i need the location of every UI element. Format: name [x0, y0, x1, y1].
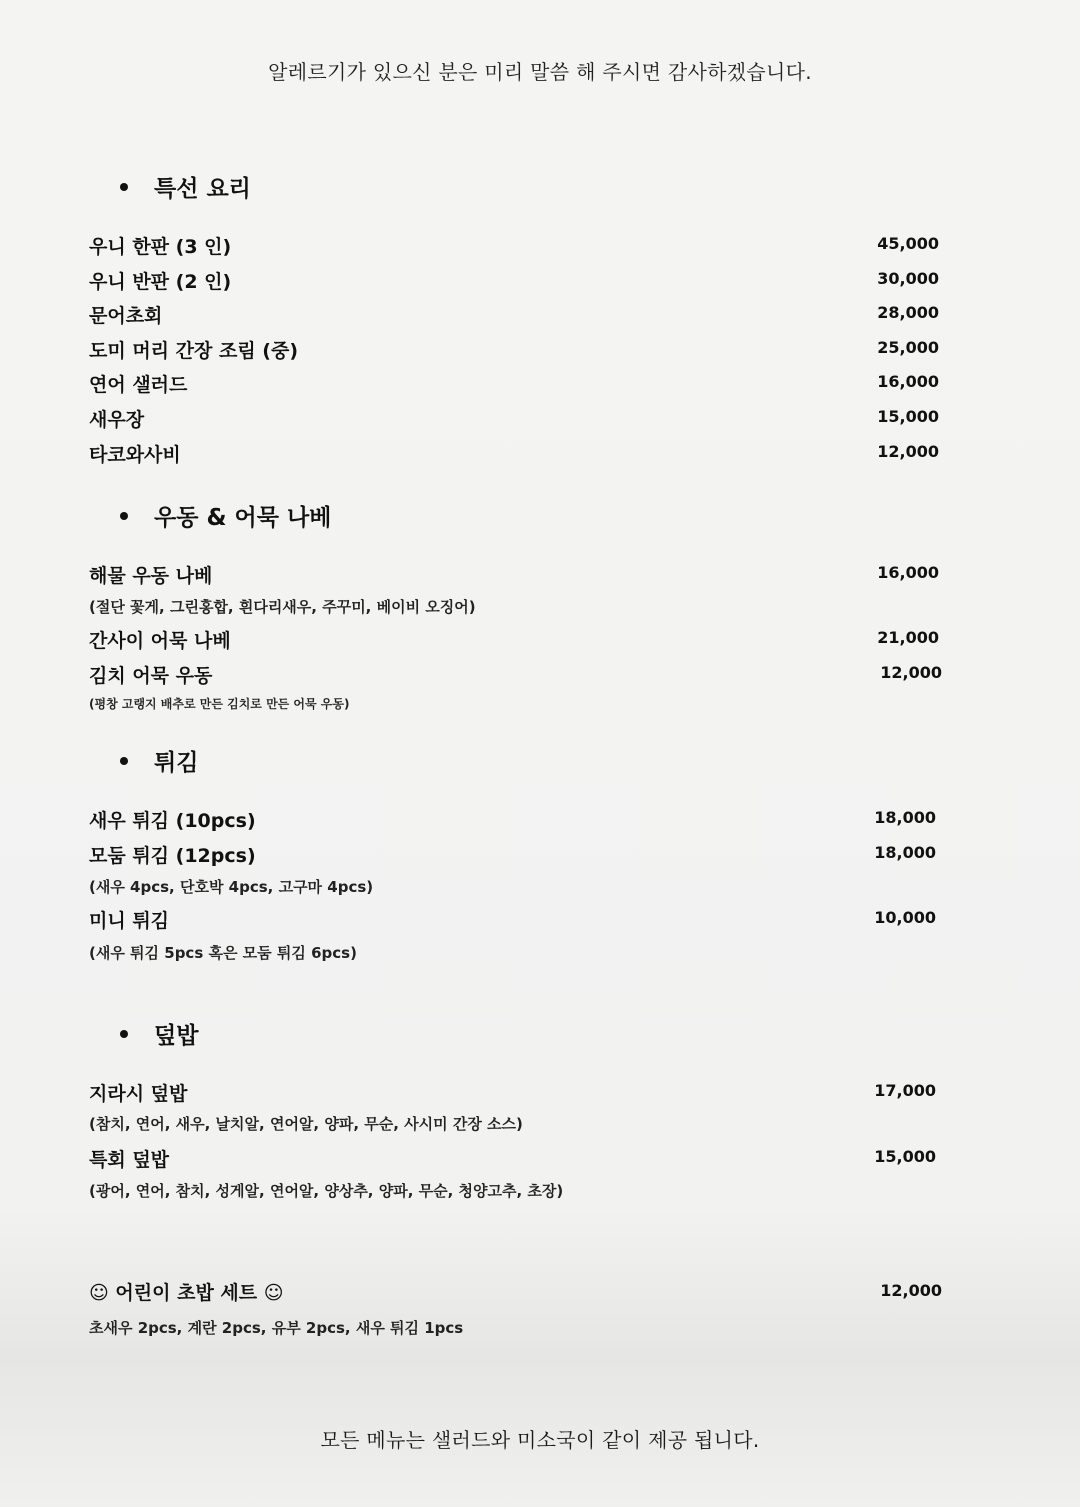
menu-item-description: (평창 고랭지 배추로 만든 김치로 만든 어묵 우동) [89, 697, 350, 711]
menu-item-name: 연어 샐러드 [89, 374, 188, 396]
menu-item-name: 김치 어묵 우동 [89, 665, 213, 687]
section-title-tempura [120, 744, 198, 777]
menu-item-name: 새우장 [89, 409, 145, 431]
menu-item [89, 336, 939, 364]
menu-item-price: 16,000 [877, 563, 939, 582]
kids-set-description: 초새우 2pcs, 계란 2pcs, 유부 2pcs, 새우 튀김 1pcs [89, 1319, 464, 1337]
menu-item-price: 45,000 [877, 234, 939, 253]
menu-item-name: 지라시 덮밥 [89, 1083, 188, 1105]
kids-set-name: ☺ 어린이 초밥 세트 ☺ [89, 1282, 284, 1304]
menu-item [89, 232, 939, 260]
menu-item-name: 간사이 어묵 나베 [89, 630, 231, 652]
section-title-label: 튀김 [154, 750, 199, 776]
kids-set-price: 12,000 [880, 1281, 942, 1300]
menu-item [89, 1079, 939, 1107]
menu-item-price: 10,000 [874, 908, 936, 927]
menu-item-description: (새우 튀김 5pcs 혹은 모둠 튀김 6pcs) [89, 944, 357, 962]
menu-item-price: 21,000 [877, 628, 939, 647]
menu-item-description: (절단 꽃게, 그린홍합, 흰다리새우, 주꾸미, 베이비 오징어) [89, 598, 476, 616]
menu-item [89, 1145, 939, 1173]
section-title-udon-nabe [120, 499, 331, 532]
menu-item-name: 우니 한판 (3 인) [89, 236, 232, 258]
section-title-label: 특선 요리 [154, 176, 251, 202]
menu-item-price: 28,000 [877, 303, 939, 322]
menu-item-name: 특회 덮밥 [89, 1149, 170, 1171]
menu-item [89, 841, 939, 869]
menu-item [89, 626, 939, 654]
menu-item [89, 661, 942, 689]
menu-item-name: 미니 튀김 [89, 910, 170, 932]
section-title-label: 우동 & 어묵 나베 [154, 505, 332, 531]
menu-item-price: 12,000 [877, 442, 939, 461]
menu-item-price: 30,000 [877, 269, 939, 288]
menu-item-price: 17,000 [874, 1081, 936, 1100]
menu-item-price: 12,000 [880, 663, 942, 682]
menu-item-name: 도미 머리 간장 조림 (중) [89, 340, 299, 362]
menu-item-price: 18,000 [874, 808, 936, 827]
menu-item-price: 15,000 [874, 1147, 936, 1166]
menu-item-name: 새우 튀김 (10pcs) [89, 810, 256, 832]
service-notice: 모든 메뉴는 샐러드와 미소국이 같이 제공 됩니다. [320, 1428, 760, 1452]
bullet-icon [120, 1030, 128, 1038]
allergy-notice: 알레르기가 있으신 분은 미리 말씀 해 주시면 감사하겠습니다. [268, 60, 812, 84]
menu-item [89, 806, 939, 834]
kids-set-item [89, 1278, 942, 1306]
menu-item [89, 906, 939, 934]
menu-item-name: 모둠 튀김 (12pcs) [89, 845, 256, 867]
section-title-rice-bowl [120, 1017, 198, 1050]
menu-item-price: 15,000 [877, 407, 939, 426]
bullet-icon [120, 183, 128, 191]
menu-item [89, 267, 939, 295]
menu-item-description: (새우 4pcs, 단호박 4pcs, 고구마 4pcs) [89, 878, 374, 896]
menu-item [89, 561, 939, 589]
bullet-icon [120, 757, 128, 765]
menu-item [89, 440, 939, 468]
menu-item-price: 18,000 [874, 843, 936, 862]
menu-item [89, 405, 939, 433]
menu-item-description: (참치, 연어, 새우, 날치알, 연어알, 양파, 무순, 사시미 간장 소스) [89, 1115, 523, 1133]
menu-item-price: 16,000 [877, 372, 939, 391]
menu-item-description: (광어, 연어, 참치, 성게알, 연어알, 양상추, 양파, 무순, 청양고추, 초장) [89, 1182, 564, 1200]
menu-item-name: 타코와사비 [89, 444, 181, 466]
menu-item [89, 370, 939, 398]
menu-item-name: 해물 우동 나베 [89, 565, 213, 587]
section-title-specials [120, 170, 251, 203]
bullet-icon [120, 512, 128, 520]
menu-item-name: 문어초회 [89, 305, 163, 327]
menu-item-name: 우니 반판 (2 인) [89, 271, 232, 293]
section-title-label: 덮밥 [154, 1023, 199, 1049]
menu-item [89, 301, 939, 329]
menu-item-price: 25,000 [877, 338, 939, 357]
